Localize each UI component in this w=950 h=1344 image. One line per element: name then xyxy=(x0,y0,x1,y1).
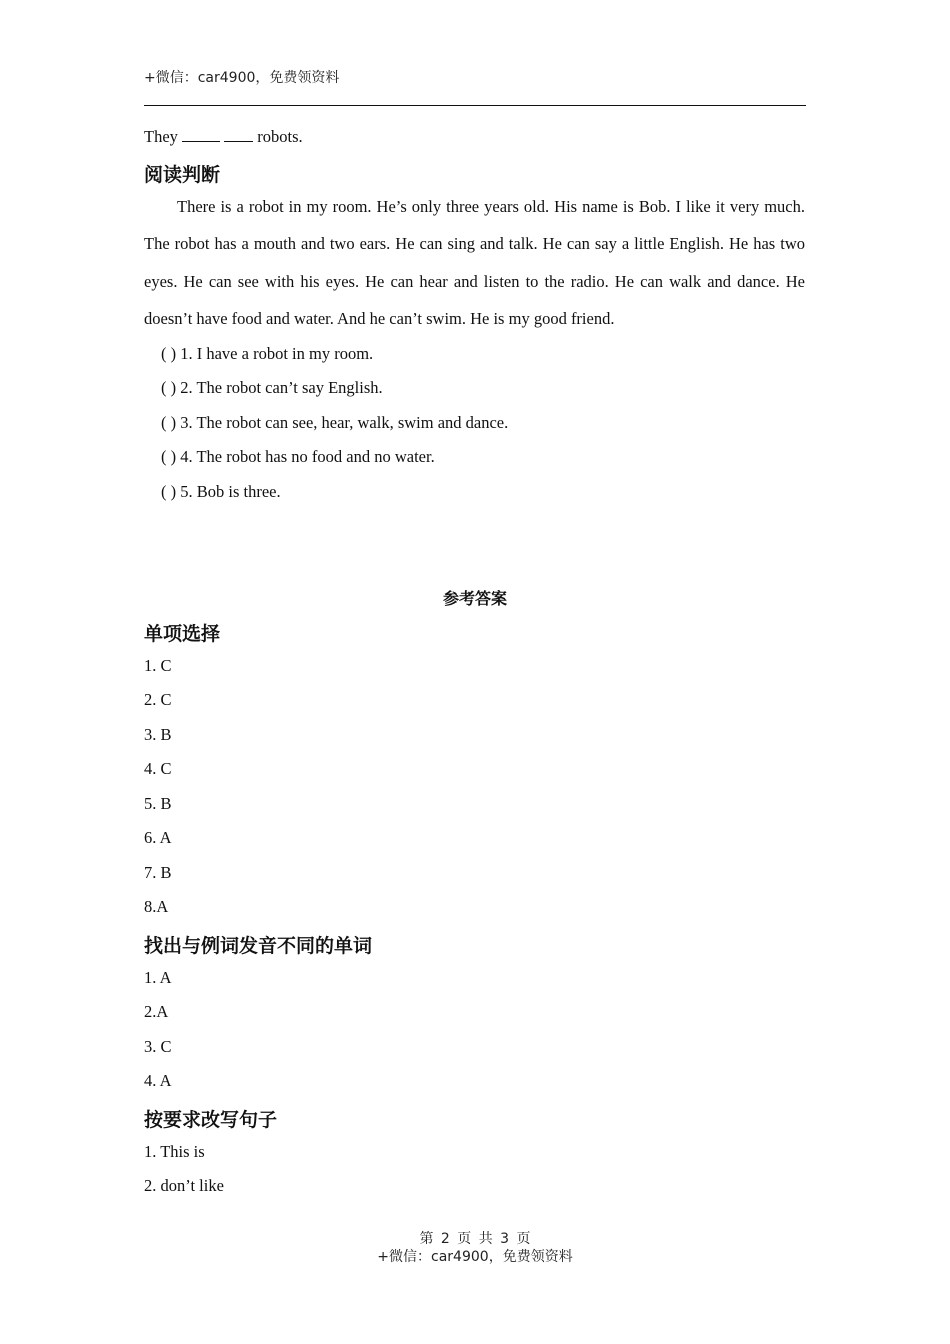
answer-item: 6. A xyxy=(144,828,172,847)
question-4: ( ) 4. The robot has no food and no water. xyxy=(161,447,435,466)
answer-item: 4. A xyxy=(144,1071,172,1090)
header-divider xyxy=(144,105,806,106)
question-2: ( ) 2. The robot can’t say English. xyxy=(161,378,383,397)
header-watermark-note: +微信：car4900，免费领资料 xyxy=(144,70,340,86)
answer-item: 2.A xyxy=(144,1002,169,1021)
reading-passage: There is a robot in my room. He’s only three years old. His name is Bob. I like it very much. The robot has a mouth and two ears. He can sing and talk. He can say a little English. He has two eyes. He can see with his eyes. He can hear and listen to the radio. He can walk and dance. He doesn’t have food and water. And he can’t swim. He is my good friend. xyxy=(144,197,805,328)
fill-in-before: They xyxy=(144,127,183,146)
answer-item: 1. This is xyxy=(144,1142,205,1161)
answer-item: 1. C xyxy=(144,656,172,675)
answer-item: 4. C xyxy=(144,759,172,778)
footer-watermark-note: +微信：car4900，免费领资料 xyxy=(377,1249,573,1265)
section-heading-pronunciation: 找出与例词发音不同的单词 xyxy=(144,935,373,957)
answer-item: 7. B xyxy=(144,863,172,882)
section-heading-rewrite: 按要求改写句子 xyxy=(144,1109,278,1131)
answer-blank-2 xyxy=(224,127,253,142)
answer-item: 3. C xyxy=(144,1037,172,1056)
answer-item: 1. A xyxy=(144,968,172,987)
page-number: 第 2 页 共 3 页 xyxy=(419,1231,531,1247)
answer-blank-1 xyxy=(182,127,220,142)
reading-heading: 阅读判断 xyxy=(144,164,221,186)
question-3: ( ) 3. The robot can see, hear, walk, swim and dance. xyxy=(161,413,509,432)
section-heading-single-choice: 单项选择 xyxy=(144,623,221,645)
answer-item: 2. C xyxy=(144,690,172,709)
fill-in-after: robots. xyxy=(253,127,303,146)
question-1: ( ) 1. I have a robot in my room. xyxy=(161,344,374,363)
answer-key-title: 参考答案 xyxy=(442,589,507,608)
answer-item: 8.A xyxy=(144,897,169,916)
answer-item: 3. B xyxy=(144,725,172,744)
fill-in-sentence xyxy=(144,127,303,147)
answer-item: 2. don’t like xyxy=(144,1176,224,1195)
question-5: ( ) 5. Bob is three. xyxy=(161,482,281,501)
answer-item: 5. B xyxy=(144,794,172,813)
